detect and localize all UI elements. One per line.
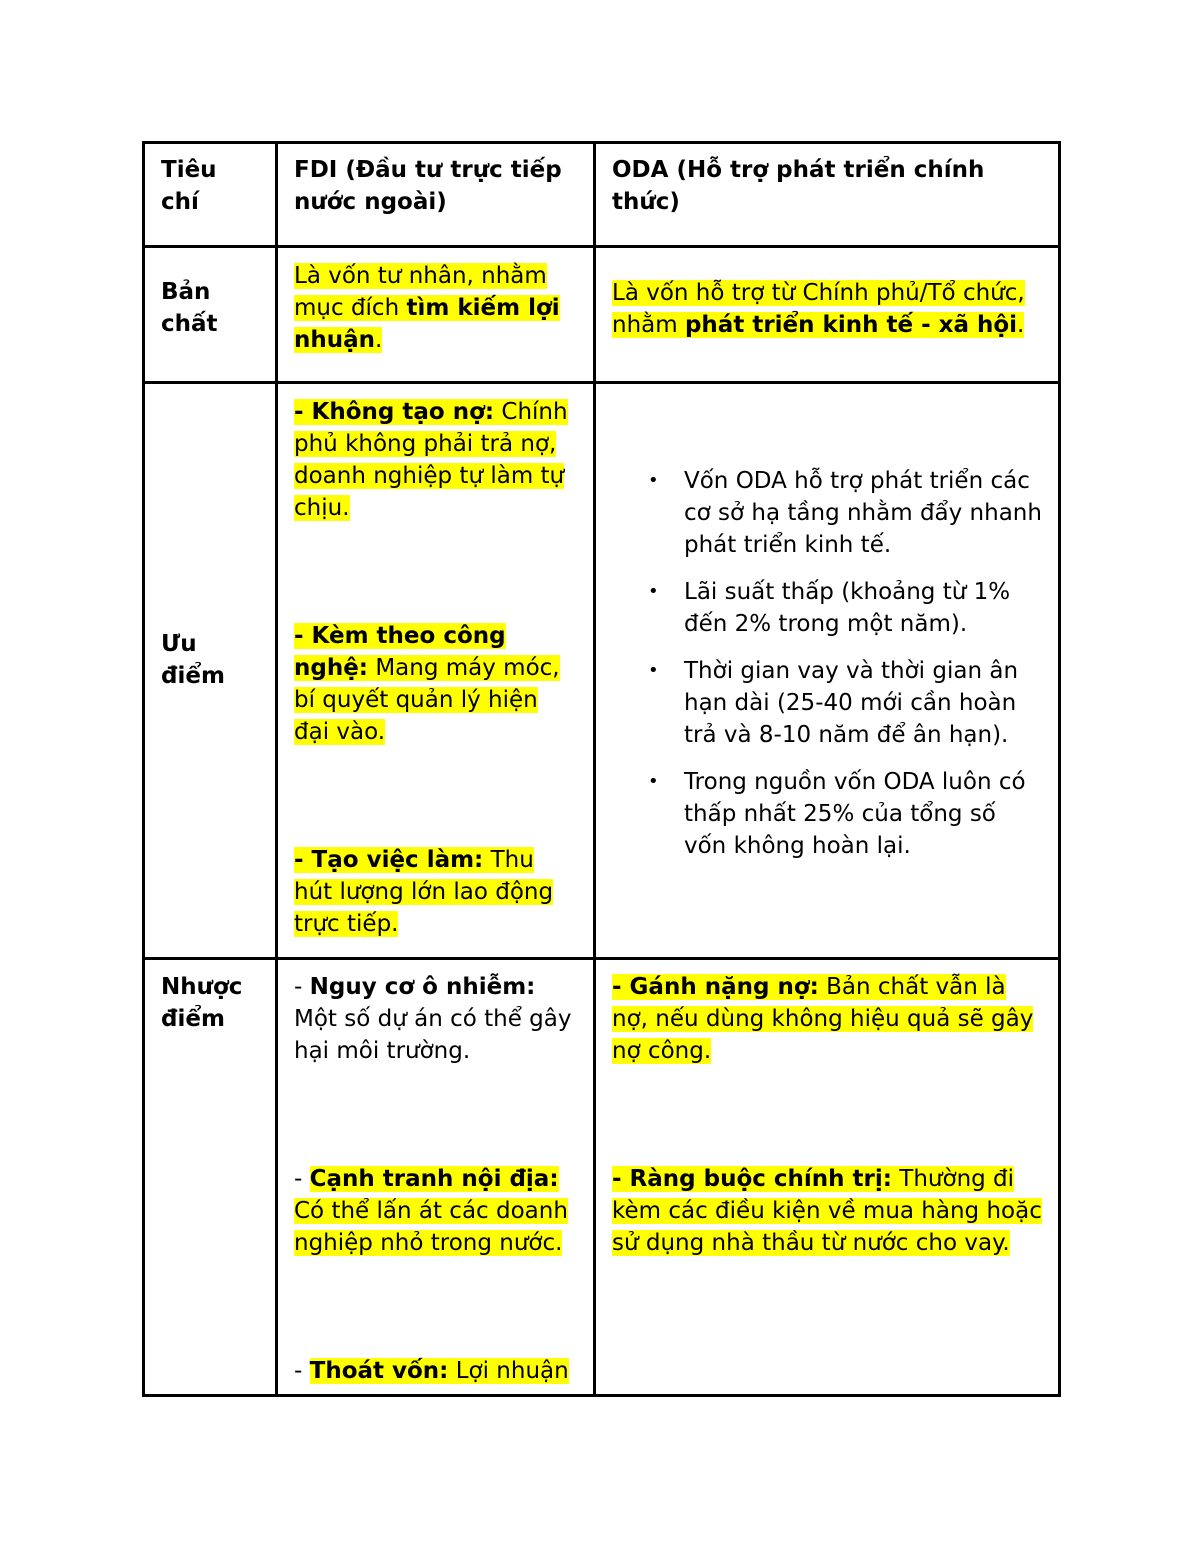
nature-fdi-after: . [375, 327, 383, 353]
header-criteria: Tiêu chí [161, 157, 217, 215]
bullet-icon: • [648, 470, 659, 491]
advantages-oda-list [612, 465, 1042, 862]
advantage-fdi-item: - Tạo việc làm: Thu hút lượng lớn lao động trực tiếp. [294, 847, 554, 937]
nature-fdi-bold: tìm kiếm lợi nhuận [294, 295, 560, 353]
advantages-fdi-cell [277, 383, 595, 959]
header-oda: ODA (Hỗ trợ phát triển chính thức) [612, 157, 985, 215]
disadvantage-oda-item: - Gánh nặng nợ: Bản chất vẫn là nợ, nếu dùng không hiệu quả sẽ gây nợ công. [612, 974, 1034, 1064]
nature-oda-bold: phát triển kinh tế - xã hội [684, 312, 1018, 338]
disadvantage-fdi-item: - Thoát vốn: Lợi nhuận [294, 1358, 569, 1384]
header-row [144, 143, 1060, 247]
disadvantage-fdi-item: - Cạnh tranh nội địa: Có thể lấn át các doanh nghiệp nhỏ trong nước. [294, 1166, 568, 1256]
nature-label: Bản chất [161, 279, 218, 337]
comparison-table [142, 141, 1061, 1397]
list-item: • Thời gian vay và thời gian ân hạn dài (25-40 mới cần hoàn trả và 8-10 năm để ân hạn). [684, 655, 1042, 751]
advantages-row [144, 383, 1060, 959]
bullet-icon: • [648, 771, 659, 792]
disadvantages-row [144, 959, 1060, 1396]
advantages-label-cell [144, 383, 277, 959]
disadvantages-label: Nhược điểm [161, 974, 243, 1032]
advantage-fdi-item: - Kèm theo công nghệ: Mang máy móc, bí quyết quản lý hiện đại vào. [294, 623, 560, 745]
header-criteria-cell [144, 143, 277, 247]
nature-oda-text [612, 277, 1042, 341]
list-item: • Vốn ODA hỗ trợ phát triển các cơ sở hạ tầng nhằm đẩy nhanh phát triển kinh tế. [684, 465, 1042, 561]
advantages-label: Ưu điểm [161, 631, 225, 689]
list-item: • Lãi suất thấp (khoảng từ 1% đến 2% trong một năm). [684, 576, 1042, 640]
nature-fdi-cell [277, 247, 595, 383]
header-fdi-cell [277, 143, 595, 247]
nature-row [144, 247, 1060, 383]
nature-oda-cell [595, 247, 1060, 383]
header-fdi: FDI (Đầu tư trực tiếp nước ngoài) [294, 157, 562, 215]
nature-fdi-text [294, 260, 577, 356]
disadvantages-oda-cell [595, 959, 1060, 1396]
list-item: • Trong nguồn vốn ODA luôn có thấp nhất 25% của tổng số vốn không hoàn lại. [684, 766, 1042, 862]
disadvantage-oda-item: - Ràng buộc chính trị: Thường đi kèm các điều kiện về mua hàng hoặc sử dụng nhà thầu từ nước cho vay. [612, 1166, 1042, 1256]
advantage-fdi-item: - Không tạo nợ: Chính phủ không phải trả nợ, doanh nghiệp tự làm tự chịu. [294, 399, 568, 521]
nature-oda-before: Là vốn hỗ trợ từ Chính phủ/Tổ chức, nhằm [612, 280, 1025, 338]
disadvantages-label-cell [144, 959, 277, 1396]
nature-oda-after: . [1017, 312, 1025, 338]
nature-fdi-before: Là vốn tư nhân, nhằm mục đích [294, 263, 547, 321]
header-oda-cell [595, 143, 1060, 247]
disadvantage-fdi-item: - Nguy cơ ô nhiễm: Một số dự án có thể gây hại môi trường. [294, 974, 572, 1064]
disadvantages-fdi-cell [277, 959, 595, 1396]
advantages-oda-cell [595, 383, 1060, 959]
nature-label-cell [144, 247, 277, 383]
bullet-icon: • [648, 581, 659, 602]
bullet-icon: • [648, 660, 659, 681]
